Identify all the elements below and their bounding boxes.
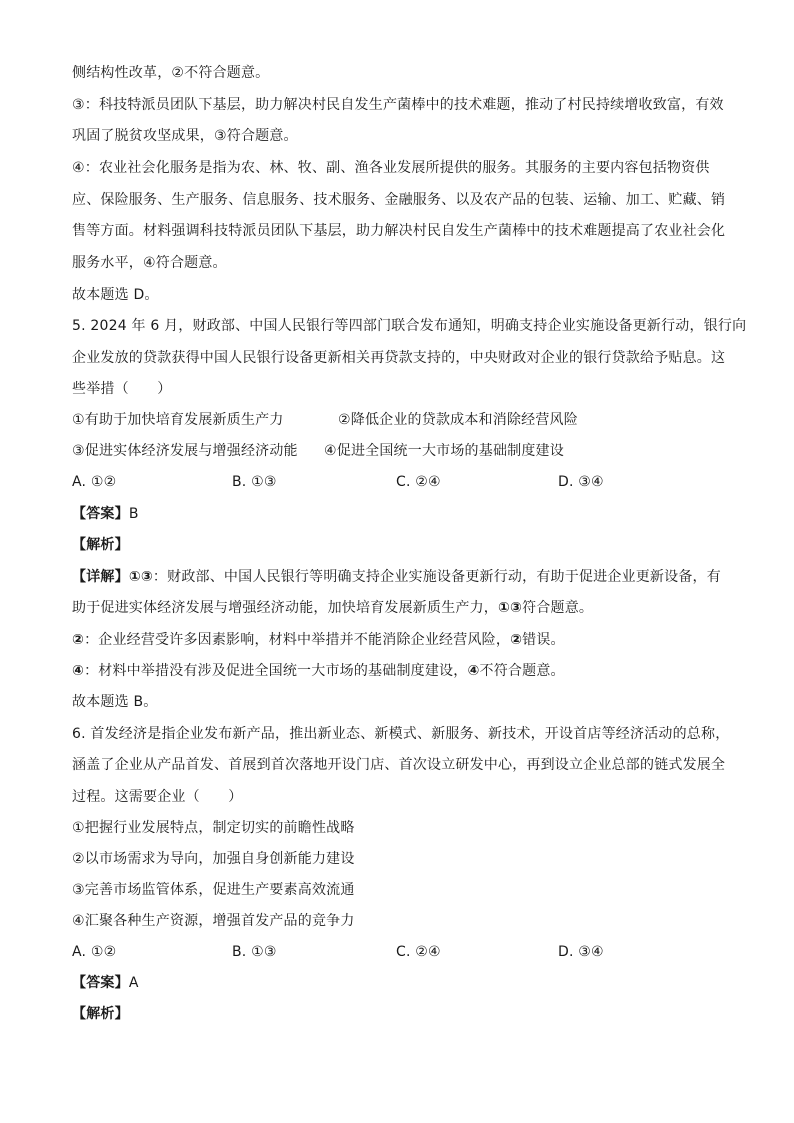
question-6-stem: 6. 首发经济是指企业发布新产品，推出新业态、新模式、新服务、新技术，开设首店等经济活动的总称， bbox=[72, 726, 730, 742]
q5-option-b: B. ①③ bbox=[232, 474, 277, 490]
question-6-stem: 涵盖了企业从产品首发、首展到首次落地开设门店、首次设立研发中心，再到设立企业总部的链式发展全 bbox=[72, 757, 726, 773]
q5-item-4: ④促进全国统一大市场的基础制度建设 bbox=[324, 443, 564, 459]
question-6-stem: 过程。这需要企业（ ） bbox=[72, 789, 243, 805]
q5-item-1: ①有助于加快培育发展新质生产力 bbox=[72, 412, 284, 428]
q5-item-3: ③促进实体经济发展与增强经济动能 bbox=[72, 443, 298, 459]
point-text: 错误。 bbox=[522, 632, 565, 648]
q6-option-d: D. ③④ bbox=[558, 944, 604, 960]
q6-option-c: C. ②④ bbox=[396, 944, 441, 960]
question-5-stem: 企业发放的贷款获得中国人民银行设备更新相关再贷款支持的，中央财政对企业的银行贷款给予贴息。这 bbox=[72, 350, 726, 366]
text-line: 服务水平，④符合题意。 bbox=[72, 255, 227, 271]
detail-label: 【详解】 bbox=[72, 569, 129, 585]
text-line: ③：科技特派员团队下基层，助力解决村民自发生产菌棒中的技术难题，推动了村民持续增收致富，有效 bbox=[72, 97, 724, 113]
q5-analysis-label: 【解析】 bbox=[72, 537, 129, 553]
text-line: 售等方面。材料强调科技特派员团队下基层，助力解决村民自发生产菌棒中的技术难题提高了农业社会化 bbox=[72, 223, 726, 239]
detail-text: 助于促进实体经济发展与增强经济动能，加快培育发展新质生产力， bbox=[72, 600, 498, 616]
detail-key: ①③ bbox=[128, 569, 153, 585]
point-key: ② bbox=[510, 632, 523, 648]
answer-value: A bbox=[128, 975, 139, 991]
q5-detail-line bbox=[72, 598, 732, 618]
q6-option-a: A. ①② bbox=[72, 944, 117, 960]
answer-label: 【答案】 bbox=[72, 506, 129, 522]
q6-item-3: ③完善市场监管体系，促进生产要素高效流通 bbox=[72, 882, 355, 898]
conclusion-line: 故本题选 D。 bbox=[72, 287, 159, 303]
q5-answer bbox=[72, 504, 732, 524]
q5-option-d: D. ③④ bbox=[558, 474, 604, 490]
q5-option-c: C. ②④ bbox=[396, 474, 441, 490]
text-line: ④：农业社会化服务是指为农、林、牧、副、渔各业发展所提供的服务。其服务的主要内容包括物资供 bbox=[72, 160, 710, 176]
text-line: 巩固了脱贫攻坚成果，③符合题意。 bbox=[72, 128, 298, 144]
text-line: 应、保险服务、生产服务、信息服务、技术服务、金融服务、以及农产品的包装、运输、加工、贮藏、销 bbox=[72, 192, 726, 208]
q6-option-b: B. ①③ bbox=[232, 944, 277, 960]
q5-point-3 bbox=[72, 661, 732, 681]
point-text: ：企业经营受许多因素影响，材料中举措并不能消除企业经营风险， bbox=[84, 632, 511, 648]
point-key: ④ bbox=[72, 663, 85, 679]
point-key: ② bbox=[72, 632, 85, 648]
q5-point-2 bbox=[72, 630, 732, 650]
q5-conclusion: 故本题选 B。 bbox=[72, 694, 158, 710]
point-text: 不符合题意。 bbox=[479, 663, 565, 679]
detail-text: 符合题意。 bbox=[522, 600, 594, 616]
point-key: ④ bbox=[467, 663, 480, 679]
question-5-stem: 些举措（ ） bbox=[72, 381, 172, 397]
q6-item-2: ②以市场需求为导向，加强自身创新能力建设 bbox=[72, 851, 355, 867]
q6-item-4: ④汇聚各种生产资源，增强首发产品的竞争力 bbox=[72, 913, 355, 929]
detail-text: ：财政部、中国人民银行等明确支持企业实施设备更新行动，有助于促进企业更新设备，有 bbox=[152, 569, 721, 585]
point-text: ：材料中举措没有涉及促进全国统一大市场的基础制度建设， bbox=[84, 663, 468, 679]
detail-key: ①③ bbox=[498, 600, 523, 616]
question-5-stem: 5. 2024 年 6 月，财政部、中国人民银行等四部门联合发布通知，明确支持企业实施设备更新行动，银行向 bbox=[72, 318, 747, 334]
answer-label: 【答案】 bbox=[72, 975, 129, 991]
q6-answer bbox=[72, 973, 732, 993]
text-line: 侧结构性改革，②不符合题意。 bbox=[72, 65, 270, 81]
q5-option-a: A. ①② bbox=[72, 474, 117, 490]
q5-item-2: ②降低企业的贷款成本和消除经营风险 bbox=[338, 412, 578, 428]
q5-detail-line bbox=[72, 567, 732, 587]
answer-value: B bbox=[128, 506, 139, 522]
q6-item-1: ①把握行业发展特点，制定切实的前瞻性战略 bbox=[72, 820, 355, 836]
q6-analysis-label: 【解析】 bbox=[72, 1006, 129, 1022]
